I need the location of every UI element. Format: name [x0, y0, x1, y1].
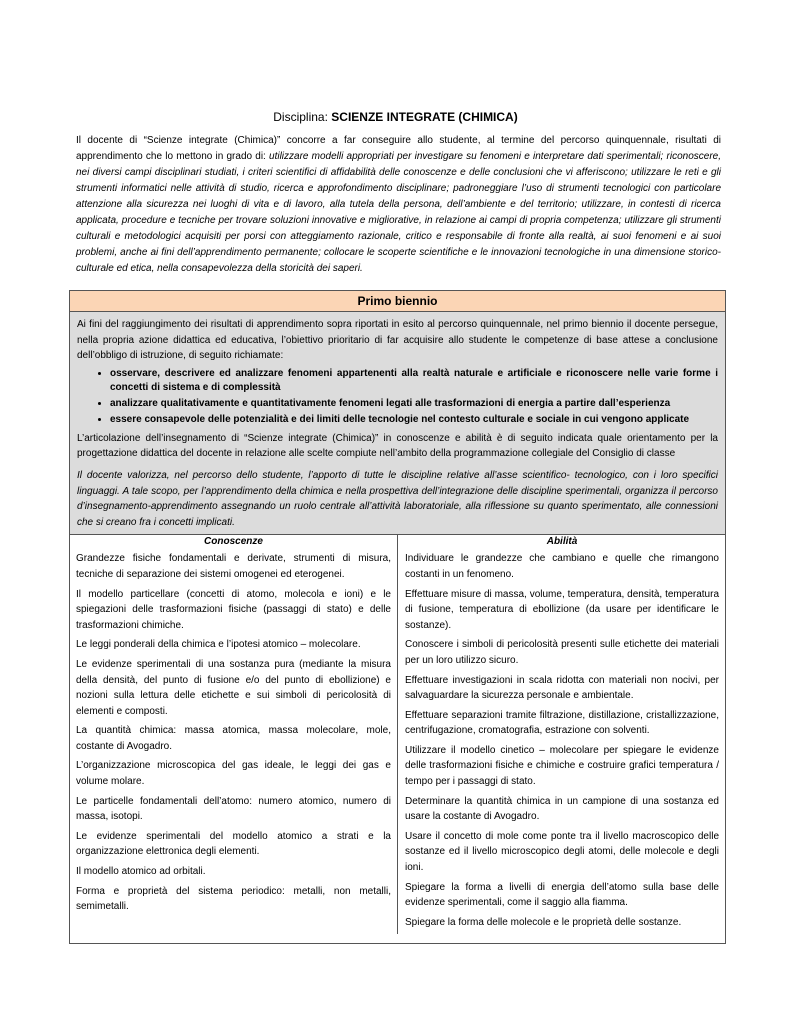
- abilita-item: Effettuare investigazioni in scala ridotta con materiali non nocivi, per salvaguardare la sicurezza personale e ambientale.: [405, 674, 719, 702]
- title-prefix: Disciplina:: [273, 110, 332, 124]
- intro-lead: Il docente di “Scienze integrate (Chimica)” concorre a far conseguire allo studente, al termine del percorso quinquennale, risultati di apprendimento che lo mettono in grado di:: [76, 135, 721, 162]
- competence-list: [77, 367, 718, 427]
- intro-competences: utilizzare modelli appropriati per investigare su fenomeni e interpretare dati sperimentali; riconoscere, nei diversi campi disciplinari studiati, i criteri scientifici di affidabilità delle conoscenze e delle conclusioni che vi afferiscono; utilizzare le reti e gli strumenti informatici nelle attività di studio, ricerca e approfondimento disciplinare; padroneggiare l’uso di strumenti tecnologici con particolare attenzione alla sicurezza nei luoghi di vita e di lavoro, alla tutela della persona, dell’ambiente e del territorio; utilizzare, in contesti di ricerca applicata, procedure e tecniche per trovare soluzioni innovative e migliorative, in relazione ai campi di propria competenza; utilizzare gli strumenti culturali e metodologici acquisiti per porsi con atteggiamento razionale, critico e responsabile di fronte alla realtà, ai suoi fenomeni e ai suoi problemi, anche ai fini dell’apprendimento permanente; collocare le scoperte scientifiche e le innovazioni tecnologiche in una dimensione storico-culturale ed etica, nella consapevolezza della storicità dei saperi.: [76, 151, 721, 274]
- abilita-item: Effettuare separazioni tramite filtrazione, distillazione, cristallizzazione, centrifugazione, cromatografia, estrazione con solventi.: [405, 709, 719, 737]
- abilita-item: Usare il concetto di mole come ponte tra il livello macroscopico delle sostanze ed il livello microscopico degli atomi, delle molecole e degli ioni.: [405, 830, 719, 874]
- conoscenza-item: Il modello particellare (concetti di atomo, molecola e ioni) e le spiegazioni delle trasformazioni fisiche (passaggi di stato) e delle trasformazioni chimiche.: [76, 588, 391, 631]
- abilita-item: Determinare la quantità chimica in un campione di una sostanza ed usare la costante di Avogadro.: [405, 795, 719, 823]
- intro-paragraph: [76, 133, 721, 277]
- abilita-header: Abilità: [546, 536, 578, 548]
- conoscenze-column: [70, 535, 398, 934]
- conoscenza-item: Le evidenze sperimentali del modello atomico a strati e la organizzazione elettronica degli elementi.: [76, 830, 391, 858]
- conoscenza-item: Le particelle fondamentali dell’atomo: numero atomico, numero di massa, isotopi.: [76, 795, 391, 823]
- conoscenza-item: Forma e proprietà del sistema periodico: metalli, non metalli, semimetalli.: [76, 885, 391, 913]
- section-articulation: L’articolazione dell’insegnamento di “Scienze integrate (Chimica)” in conoscenze e abilità è di seguito indicata quale orientamento per la progettazione didattica del docente in relazione alle scelte compiute nell’ambito della programmazione collegiale del Consiglio di classe: [77, 432, 718, 460]
- title-subject: SCIENZE INTEGRATE (CHIMICA): [331, 110, 518, 124]
- abilita-item: Utilizzare il modello cinetico – molecolare per spiegare le evidenze delle trasformazioni fisiche e chimiche e costruire grafici temperatura / tempo per i passaggi di stato.: [405, 744, 719, 788]
- competence-item: • essere consapevole delle potenzialità e dei limiti delle tecnologie nel contesto culturale e sociale in cui vengono applicate: [110, 413, 718, 427]
- page-title: [0, 110, 791, 124]
- section-methodology: Il docente valorizza, nel percorso dello studente, l’apporto di tutte le discipline relative all’asse scientifico- tecnologico, con i loro specifici linguaggi. A tale scopo, per l’apprendimento della chimica e nella prospettiva dell’integrazione delle discipline sperimentali, organizza il percorso d’insegnamento-apprendimento assegnando un ruolo centrale all’attività laboratoriale, alla riflessione su quanto sperimentato, alle connessioni che si creano fra i concetti implicati.: [77, 469, 718, 528]
- abilita-item: Spiegare la forma delle molecole e le proprietà delle sostanze.: [405, 916, 682, 928]
- conoscenza-item: Il modello atomico ad orbitali.: [76, 866, 206, 878]
- conoscenze-header: Conoscenze: [204, 536, 263, 548]
- conoscenza-item: Le evidenze sperimentali di una sostanza pura (mediante la misura della densità, del punto di fusione e/o del punto di ebollizione) e nozioni sulla lettura delle etichette e sui simboli di pericolosità di elementi e composti.: [76, 658, 391, 717]
- abilita-item: Effettuare misure di massa, volume, temperatura, densità, temperatura di fusione, temperatura di ebollizione (da usare per identificare le sostanze).: [405, 588, 719, 631]
- abilita-item: Individuare le grandezze che cambiano e quelle che rimangono costanti in un fenomeno.: [405, 553, 719, 580]
- conoscenza-item: Le leggi ponderali della chimica e l’ipotesi atomico – molecolare.: [76, 639, 361, 651]
- conoscenza-item: La quantità chimica: massa atomica, massa molecolare, mole, costante di Avogadro.: [76, 725, 391, 752]
- abilita-item: Conoscere i simboli di pericolosità presenti sulle etichette dei materiali per un loro utilizzo sicuro.: [405, 639, 719, 666]
- competence-item: • analizzare qualitativamente e quantitativamente fenomeni legati alle trasformazioni di energia a partire dall’esperienza: [110, 397, 718, 411]
- section-heading: Primo biennio: [70, 291, 725, 312]
- knowledge-skills-columns: [70, 535, 725, 934]
- competence-item: • osservare, descrivere ed analizzare fenomeni appartenenti alla realtà naturale e artificiale e riconoscere nelle varie forme i concetti di sistema e di complessità: [110, 367, 718, 395]
- conoscenza-item: L’organizzazione microscopica del gas ideale, le leggi dei gas e volume molare.: [76, 760, 391, 788]
- abilita-column: [398, 535, 725, 934]
- primo-biennio-table: [69, 290, 726, 944]
- section-intro: Ai fini del raggiungimento dei risultati di apprendimento sopra riportati in esito al percorso quinquennale, nel primo biennio il docente persegue, nella propria azione didattica ed educativa, l’obiettivo prioritario di far acquisire allo studente le competenze di base attese a conclusione dell’obbligo di istruzione, di seguito richiamate:: [77, 319, 718, 362]
- section-description: [70, 312, 725, 535]
- conoscenza-item: Grandezze fisiche fondamentali e derivate, strumenti di misura, tecniche di separazione dei sistemi omogenei ed eterogenei.: [76, 553, 391, 580]
- abilita-item: Spiegare la forma a livelli di energia dell’atomo sulla base delle evidenze sperimentali, come il saggio alla fiamma.: [405, 881, 719, 909]
